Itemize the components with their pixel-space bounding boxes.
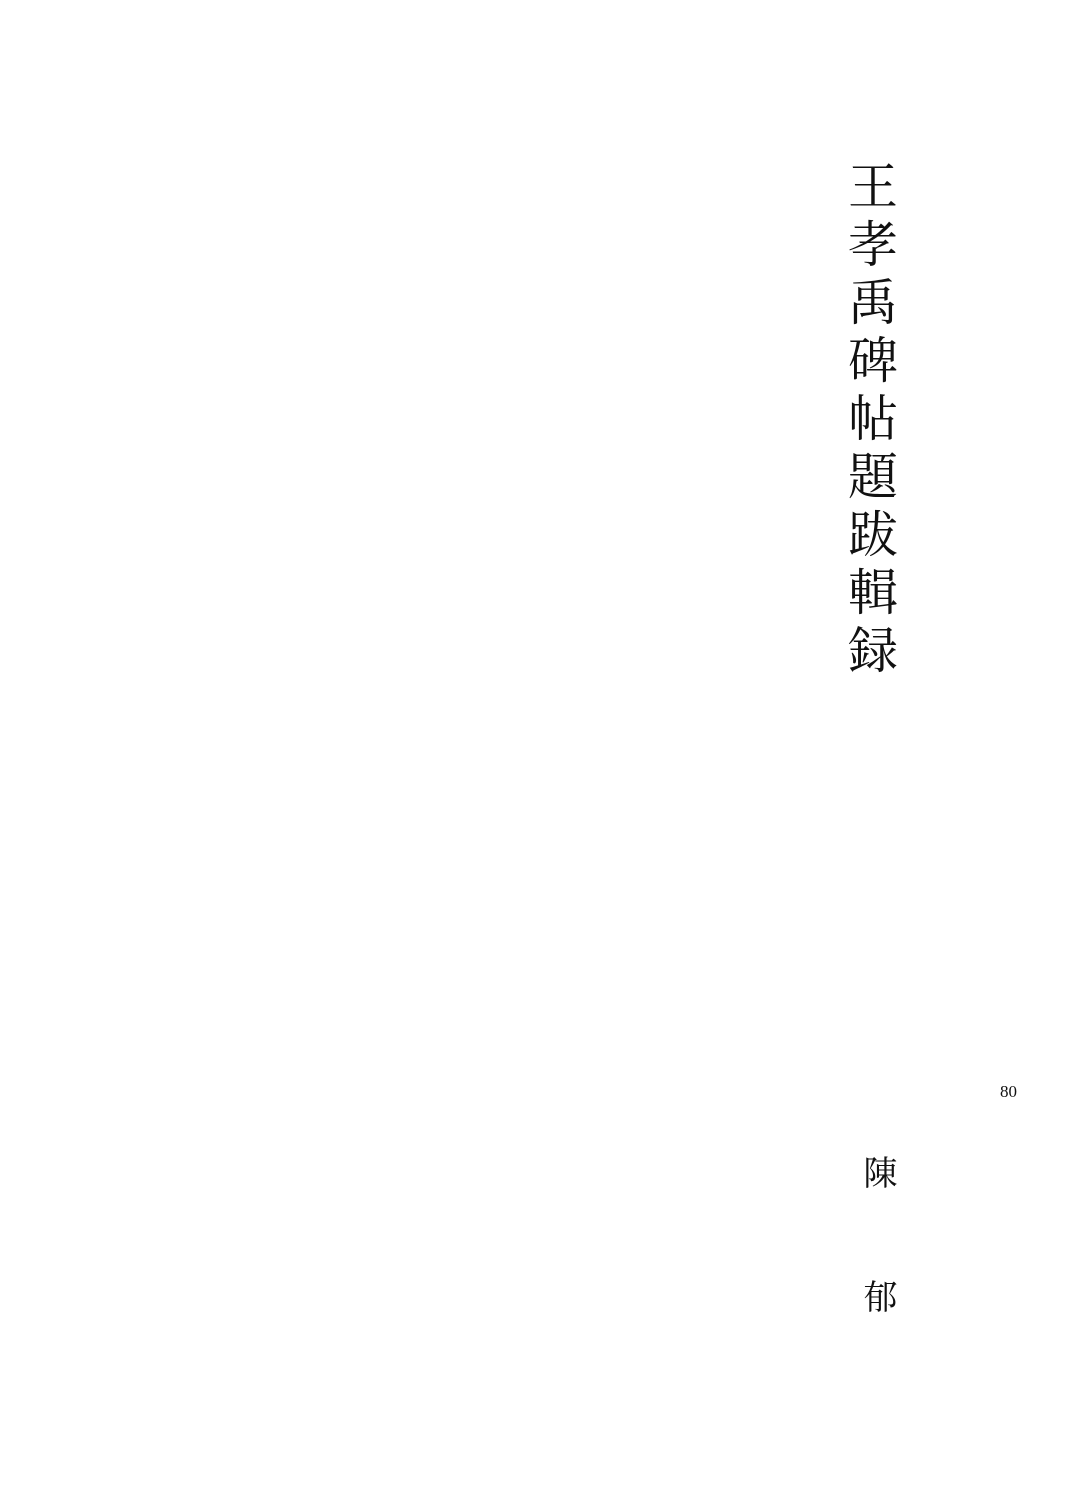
author-name: 陳 郁 <box>857 1155 897 1341</box>
article-title: 王孝禹碑帖題跋輯録 <box>840 160 898 682</box>
page-number: 80 <box>1000 1082 1017 1101</box>
